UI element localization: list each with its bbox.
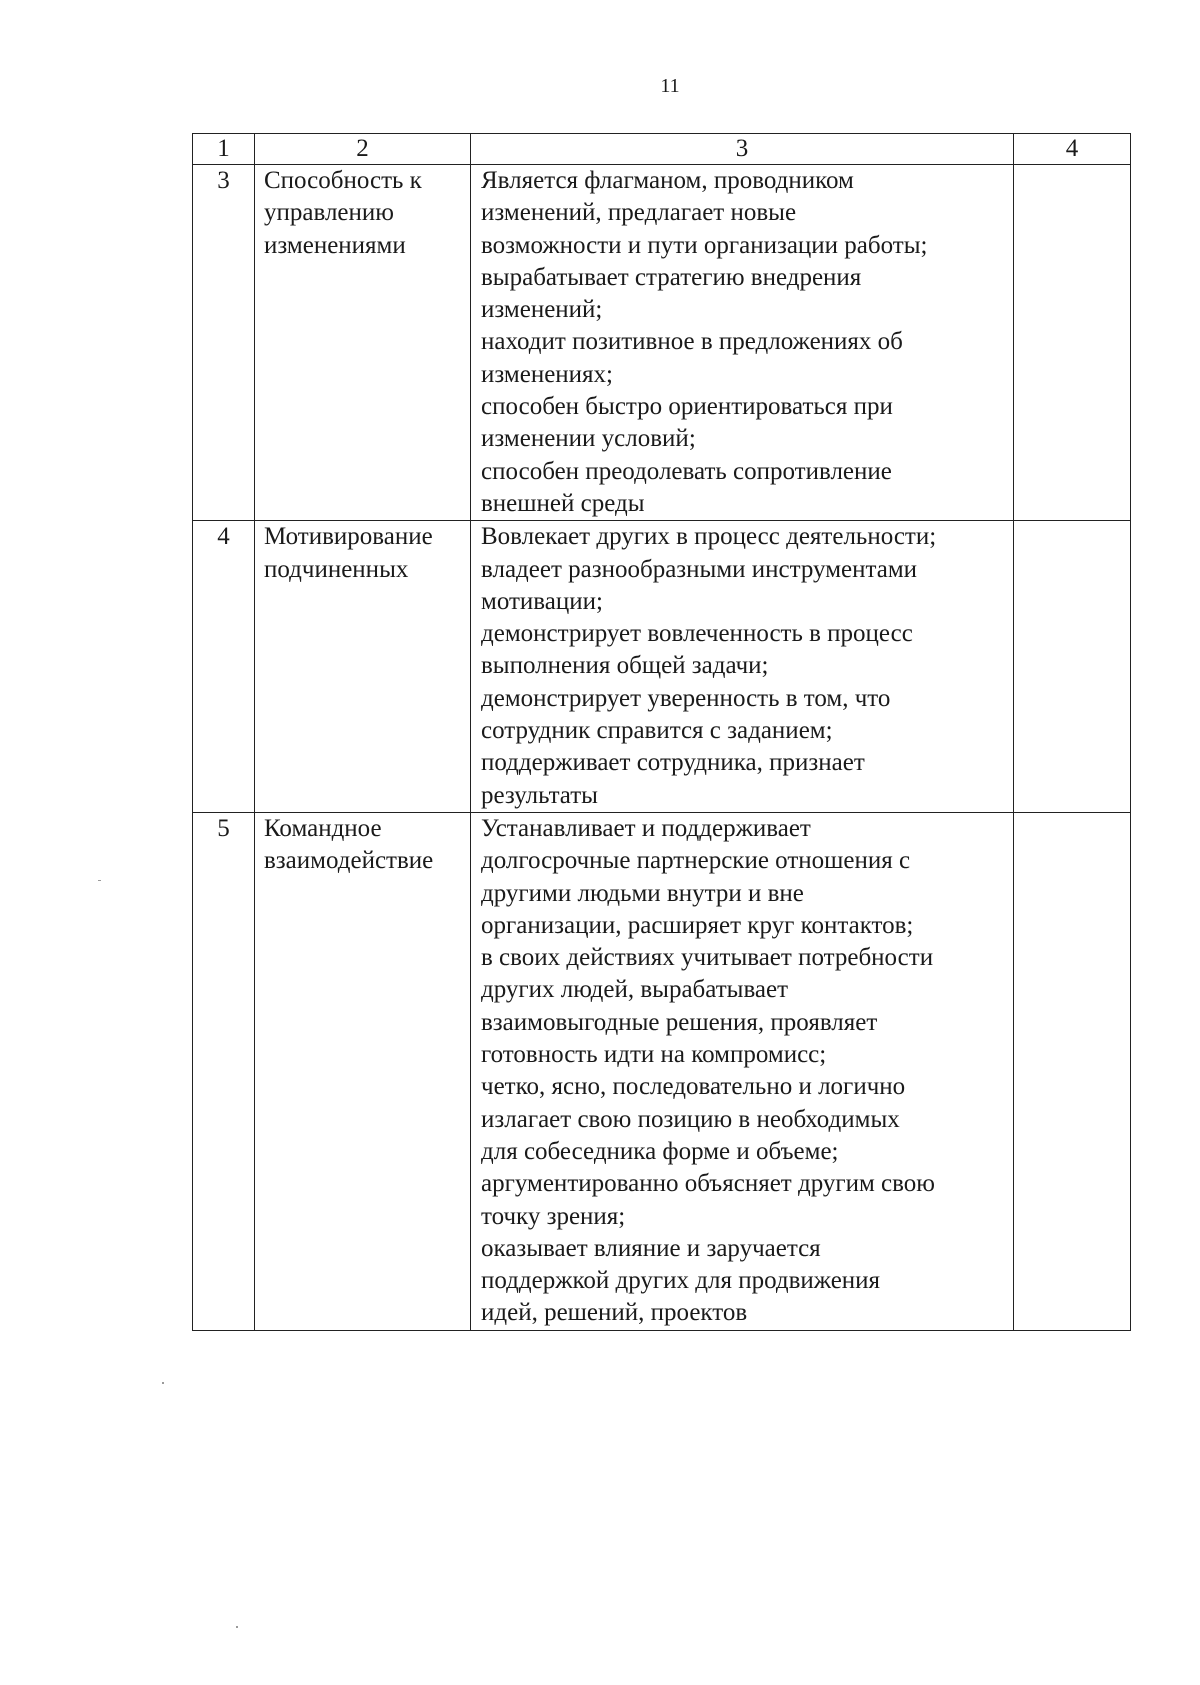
description-line: мотивации; bbox=[481, 587, 603, 615]
description-line: демонстрирует вовлеченность в процесс bbox=[481, 620, 913, 648]
description-line: Вовлекает других в процесс деятельности; bbox=[481, 523, 937, 551]
description-line: возможности и пути организации работы; bbox=[481, 231, 928, 259]
table-row bbox=[193, 521, 1131, 813]
page-number: 11 bbox=[660, 75, 680, 97]
competency-description-cell bbox=[471, 812, 1014, 1330]
description-line: в своих действиях учитывает потребности bbox=[481, 944, 934, 972]
scan-mark bbox=[162, 1382, 164, 1384]
description-line: находит позитивное в предложениях об bbox=[481, 328, 903, 356]
description-line: других людей, вырабатывает bbox=[481, 976, 789, 1004]
competency-name-cell bbox=[255, 165, 471, 521]
competency-name-cell bbox=[255, 812, 471, 1330]
scan-mark bbox=[236, 1626, 238, 1628]
description-line: Является флагманом, проводником bbox=[481, 167, 854, 194]
description-line: изменении условий; bbox=[481, 425, 696, 453]
competency-name-line: Командное bbox=[264, 814, 382, 842]
scan-mark bbox=[98, 880, 101, 881]
row-number-cell: 4 bbox=[193, 521, 255, 813]
description-line: способен быстро ориентироваться при bbox=[481, 393, 893, 421]
description-line: владеет разнообразными инструментами bbox=[481, 555, 918, 583]
description-line: взаимовыгодные решения, проявляет bbox=[481, 1008, 878, 1036]
description-line: выполнения общей задачи; bbox=[481, 652, 769, 680]
competency-name-cell bbox=[255, 521, 471, 813]
description-line: другими людьми внутри и вне bbox=[481, 879, 804, 907]
evaluation-cell bbox=[1014, 812, 1131, 1330]
description-line: оказывает влияние и заручается bbox=[481, 1234, 821, 1262]
description-line: способен преодолевать сопротивление bbox=[481, 457, 892, 485]
table-row bbox=[193, 812, 1131, 1330]
competency-description-cell bbox=[471, 165, 1014, 521]
header-col-3: 3 bbox=[471, 134, 1014, 165]
description-line: результаты bbox=[481, 781, 598, 809]
description-line: сотрудник справится с заданием; bbox=[481, 717, 833, 745]
description-line: изменений, предлагает новые bbox=[481, 199, 797, 227]
description-line: точку зрения; bbox=[481, 1202, 626, 1230]
row-number-cell: 3 bbox=[193, 165, 255, 521]
evaluation-cell bbox=[1014, 165, 1131, 521]
description-line: долгосрочные партнерские отношения с bbox=[481, 847, 911, 875]
header-col-1: 1 bbox=[193, 134, 255, 165]
table-row bbox=[193, 165, 1131, 521]
description-line: готовность идти на компромисс; bbox=[481, 1041, 827, 1069]
description-line: идей, решений, проектов bbox=[481, 1299, 748, 1327]
description-line: изменениях; bbox=[481, 360, 613, 388]
description-line: изменений; bbox=[481, 296, 603, 324]
description-line: Устанавливает и поддерживает bbox=[481, 814, 811, 842]
competency-description-cell bbox=[471, 521, 1014, 813]
header-col-4: 4 bbox=[1014, 134, 1131, 165]
table-body bbox=[193, 165, 1131, 1331]
description-line: излагает свою позицию в необходимых bbox=[481, 1105, 900, 1133]
competency-name-line: Способность к bbox=[264, 167, 422, 194]
evaluation-cell bbox=[1014, 521, 1131, 813]
table-header-row bbox=[193, 134, 1131, 165]
description-line: аргументированно объясняет другим свою bbox=[481, 1170, 935, 1198]
header-col-2: 2 bbox=[255, 134, 471, 165]
description-line: четко, ясно, последовательно и логично bbox=[481, 1073, 906, 1101]
description-line: для собеседника форме и объеме; bbox=[481, 1137, 839, 1165]
description-line: поддержкой других для продвижения bbox=[481, 1267, 881, 1295]
description-line: внешней среды bbox=[481, 489, 645, 517]
competency-name-line: изменениями bbox=[264, 231, 406, 259]
competency-name-line: Мотивирование bbox=[264, 523, 433, 551]
competency-table bbox=[192, 133, 1131, 1331]
description-line: поддерживает сотрудника, признает bbox=[481, 749, 865, 777]
competency-name-line: взаимодействие bbox=[264, 847, 434, 875]
row-number-cell: 5 bbox=[193, 812, 255, 1330]
description-line: организации, расширяет круг контактов; bbox=[481, 911, 914, 939]
description-line: демонстрирует уверенность в том, что bbox=[481, 684, 891, 712]
competency-name-line: подчиненных bbox=[264, 555, 409, 583]
description-line: вырабатывает стратегию внедрения bbox=[481, 263, 862, 291]
competency-name-line: управлению bbox=[264, 199, 394, 227]
